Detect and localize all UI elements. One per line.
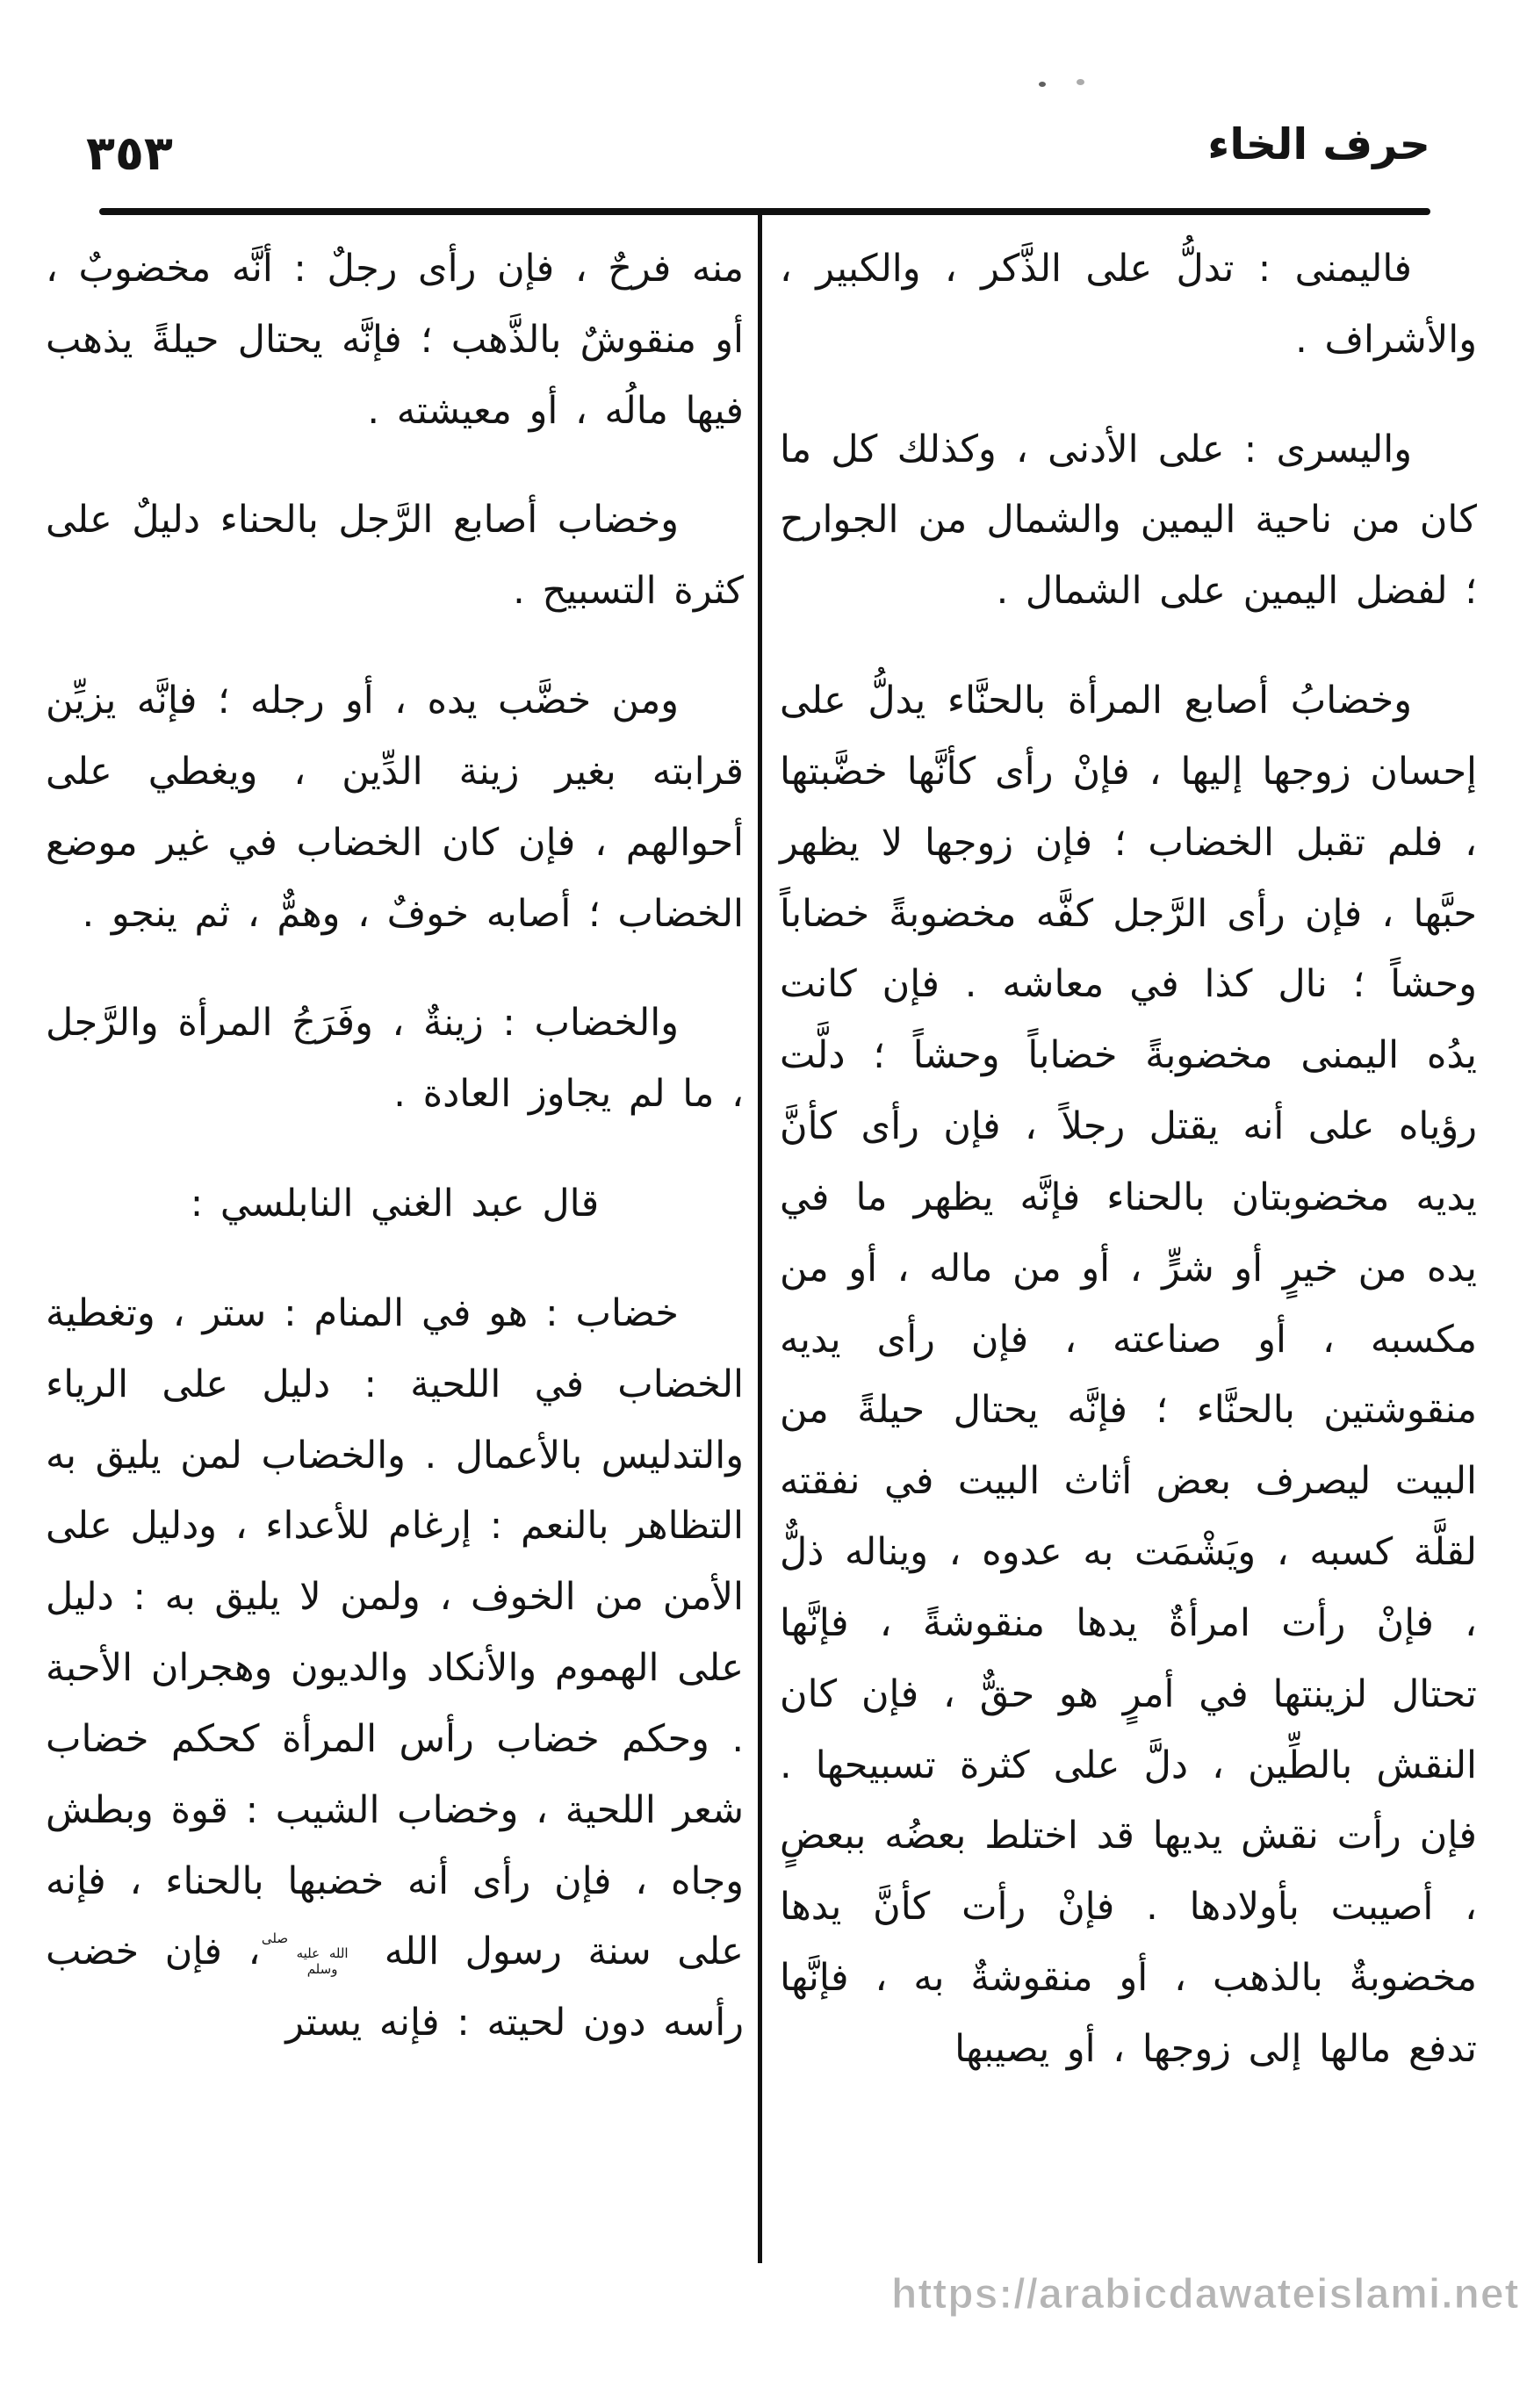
left-column <box>46 234 744 2097</box>
column-divider <box>758 212 762 2263</box>
scan-speck <box>1039 82 1046 87</box>
paragraph: والخضاب : زينةٌ ، وفَرَجُ المرأة والرَّجل ، ما لم يجاوز العادة . <box>46 1001 744 1117</box>
watermark-url: https://arabicdawateislami.net <box>891 2271 1520 2318</box>
paragraph: فاليمنى : تدلُّ على الذَّكر ، والكبير ، والأشراف . <box>780 247 1477 362</box>
paragraph: ومن خضَّب يده ، أو رجله ؛ فإنَّه يزيِّن قرابته بغير زينة الدِّين ، ويغطي على أحوالهم ، فإن كان الخضاب في غير موضع الخضاب ؛ أصابه خوفٌ ، وهمٌّ ، ثم ينجو . <box>46 679 744 936</box>
chapter-title: حرف الخاء <box>1207 119 1430 169</box>
paragraph-text: خضاب : هو في المنام : ستر ، وتغطية الخضاب في اللحية : دليل على الرياء والتدليس بالأعمال . والخضاب لمن يليق به التظاهر بالنعم : إرغام للأعداء ، ودليل على الأمن من الخوف ، ولمن لا يليق به : دليل على الهموم والأنكاد والديون وهجران الأحبة . وحكم خضاب رأس المرأة كحكم خضاب شعر اللحية ، وخضاب الشيب : قوة وبطش وجاه ، فإن رأى أنه خضبها بالحناء ، فإنه على سنة رسول الله <box>46 1290 744 1974</box>
author-attribution: قال عبد الغني النابلسي : <box>190 1182 600 1226</box>
paragraph-text: ، فإن خضب رأسه دون لحيته : فإنه يستر <box>46 1930 744 2045</box>
paragraph: واليسرى : على الأدنى ، وكذلك كل ما كان من ناحية اليمين والشمال من الجوارح ؛ لفضل اليمين على الشمال . <box>780 427 1477 614</box>
honorific-symbol: صلى الله عليه وسلم <box>261 1930 349 1977</box>
header-rule <box>99 208 1430 215</box>
paragraph: وخضابُ أصابع المرأة بالحنَّاء يدلُّ على إحسان زوجها إليها ، فإنْ رأى كأنَّها خضَّبتها ، فلم تقبل الخضاب ؛ فإن زوجها لا يظهر حبَّها ، فإن رأى الرَّجل كفَّه مخضوبةً خضاباً وحشاً ؛ نال كذا في معاشه . فإن كانت يدُه اليمنى مخضوبةً خضاباً وحشاً ؛ دلَّت رؤياه على أنه يقتل رجلاً ، فإن رأى كأنَّ يديه مخضوبتان بالحناء فإنَّه يظهر ما في يده من خيرٍ أو شرٍّ ، أو من ماله ، أو من مكسبه ، أو صناعته ، فإن رأى يديه منقوشتين بالحنَّاء ؛ فإنَّه يحتال حيلةً من البيت ليصرف بعض أثاث البيت في نفقته لقلَّة كسبه ، ويَشْمَت به عدوه ، ويناله ذلٌّ ، فإنْ رأت امرأةٌ يدها منقوشةً ، فإنَّها تحتال لزينتها في أمرٍ هو حقٌّ ، فإن كان النقش بالطِّين ، دلَّ على كثرة تسبيحها . فإن رأت نقش يديها قد اختلط بعضُه ببعضٍ ، أصيبت بأولادها . فإنْ رأت كأنَّ يدها مخضوبةٌ بالذهب ، أو منقوشةٌ به ، فإنَّها تدفع مالها إلى زوجها ، أو يصيبها <box>780 679 1477 2071</box>
paragraph: منه فرحٌ ، فإن رأى رجلٌ : أنَّه مخضوبٌ ، أو منقوشٌ بالذَّهب ؛ فإنَّه يحتال حيلةً يذهب فيها مالُه ، أو معيشته . <box>46 247 744 433</box>
paragraph: وخضاب أصابع الرَّجل بالحناء دليلٌ على كثرة التسبيح . <box>46 498 744 614</box>
page-number: ٣٥٣ <box>86 126 173 181</box>
right-column <box>780 234 1477 2124</box>
paragraph <box>46 1278 744 2059</box>
scan-speck <box>1077 79 1084 85</box>
